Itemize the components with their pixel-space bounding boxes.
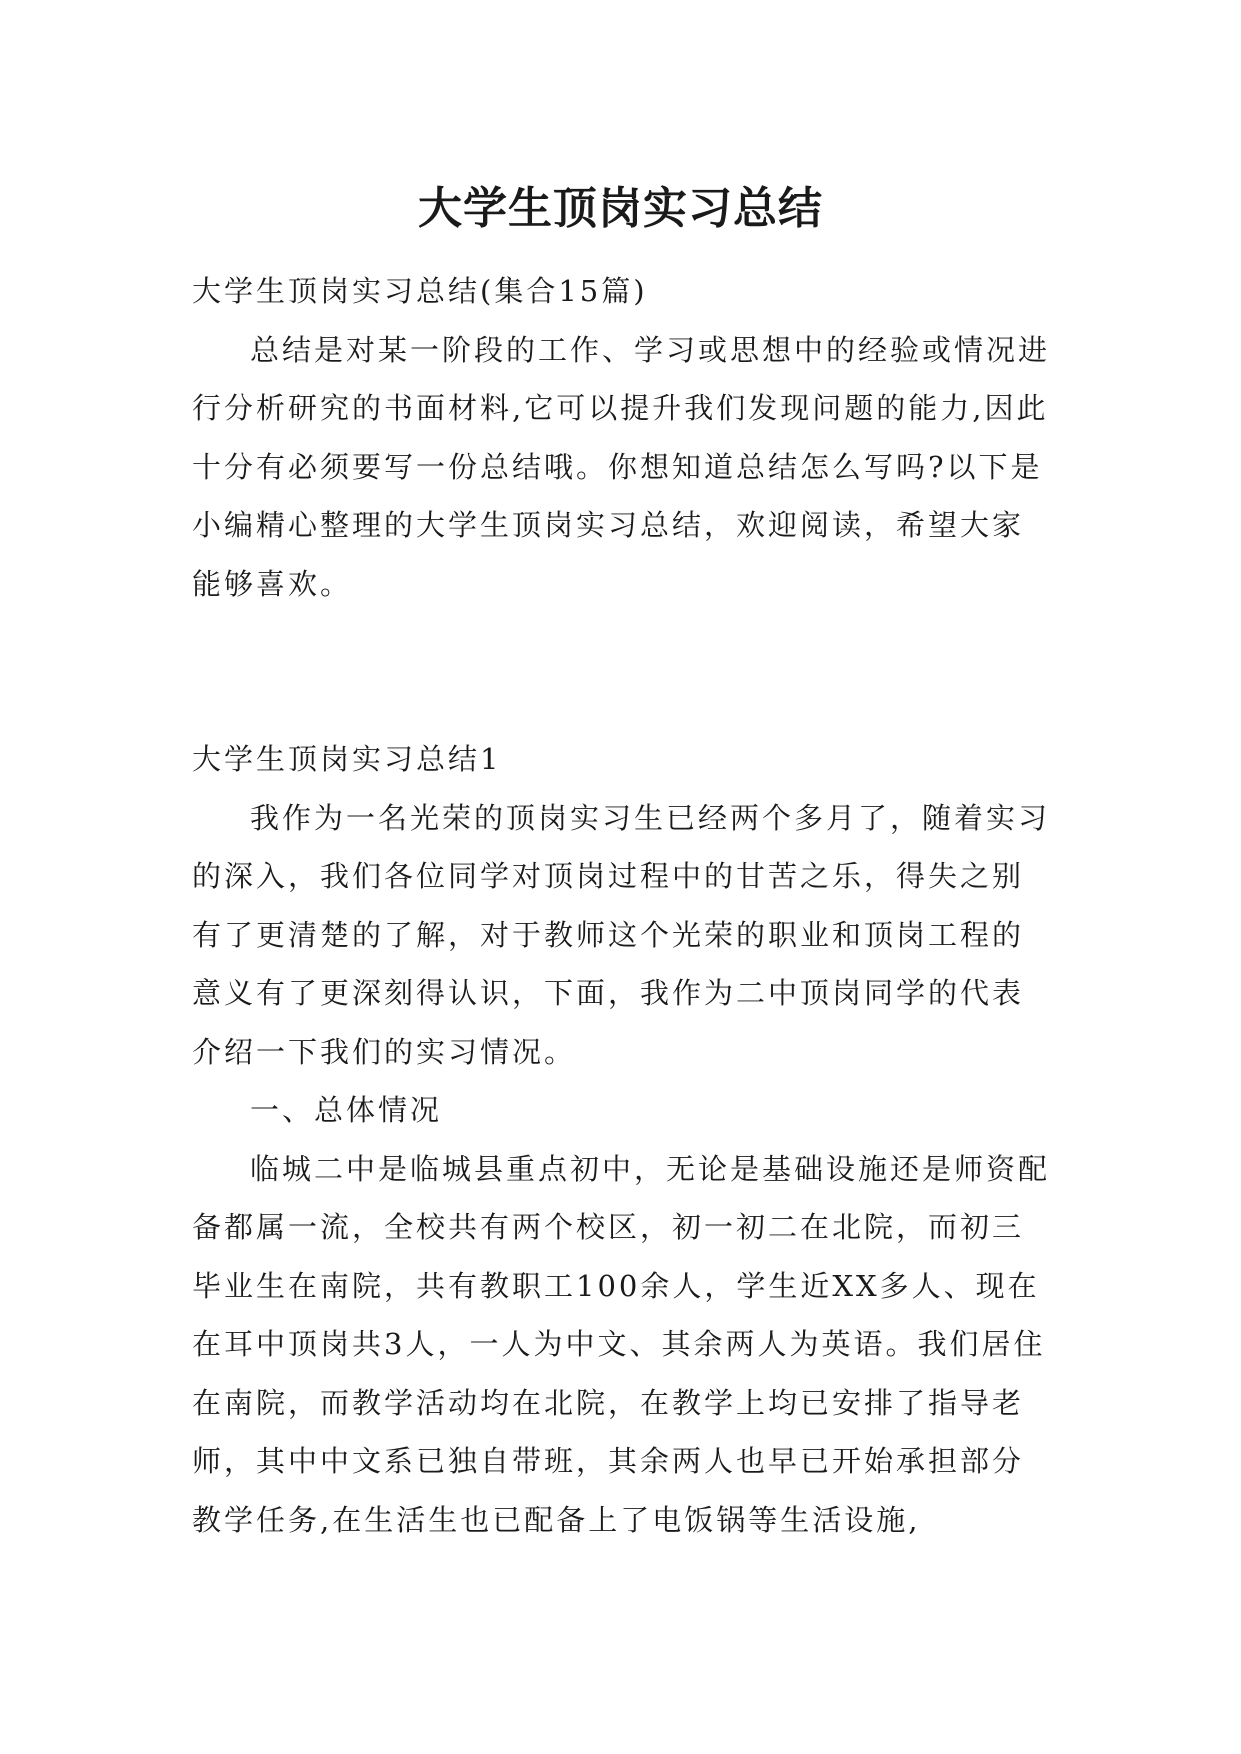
section-spacer [192, 613, 1052, 730]
body-paragraph: 临城二中是临城县重点初中，无论是基础设施还是师资配备都属一流，全校共有两个校区，初一初二在北院，而初三毕业生在南院，共有教职工100余人，学生近XX多人、现在在耳中顶岗共3人，一人为中文、其余两人为英语。我们居住在南院，而教学活动均在北院，在教学上均已安排了指导老师，其中中文系已独自带班，其余两人也早已开始承担部分教学任务,在生活生也已配备上了电饭锅等生活设施, [192, 1151, 1051, 1537]
document-title: 大学生顶岗实习总结 [418, 183, 823, 235]
section-subheading: 一、总体情况 [250, 1093, 443, 1127]
section-heading: 大学生顶岗实习总结1 [192, 742, 502, 776]
body-paragraph: 我作为一名光荣的顶岗实习生已经两个多月了，随着实习的深入，我们各位同学对顶岗过程中的甘苦之乐，得失之别有了更清楚的了解，对于教师这个光荣的职业和顶岗工程的意义有了更深刻得认识，下面，我作为二中顶岗同学的代表介绍一下我们的实习情况。 [192, 800, 1051, 1069]
intro-paragraph: 总结是对某一阶段的工作、学习或思想中的经验或情况进行分析研究的书面材料,它可以提升我们发现问题的能力,因此十分有必须要写一份总结哦。你想知道总结怎么写吗?以下是小编精心整理的大学生顶岗实习总结，欢迎阅读，希望大家能够喜欢。 [192, 332, 1051, 601]
document-subtitle: 大学生顶岗实习总结(集合15篇) [192, 274, 648, 308]
document-body [192, 262, 1052, 1549]
